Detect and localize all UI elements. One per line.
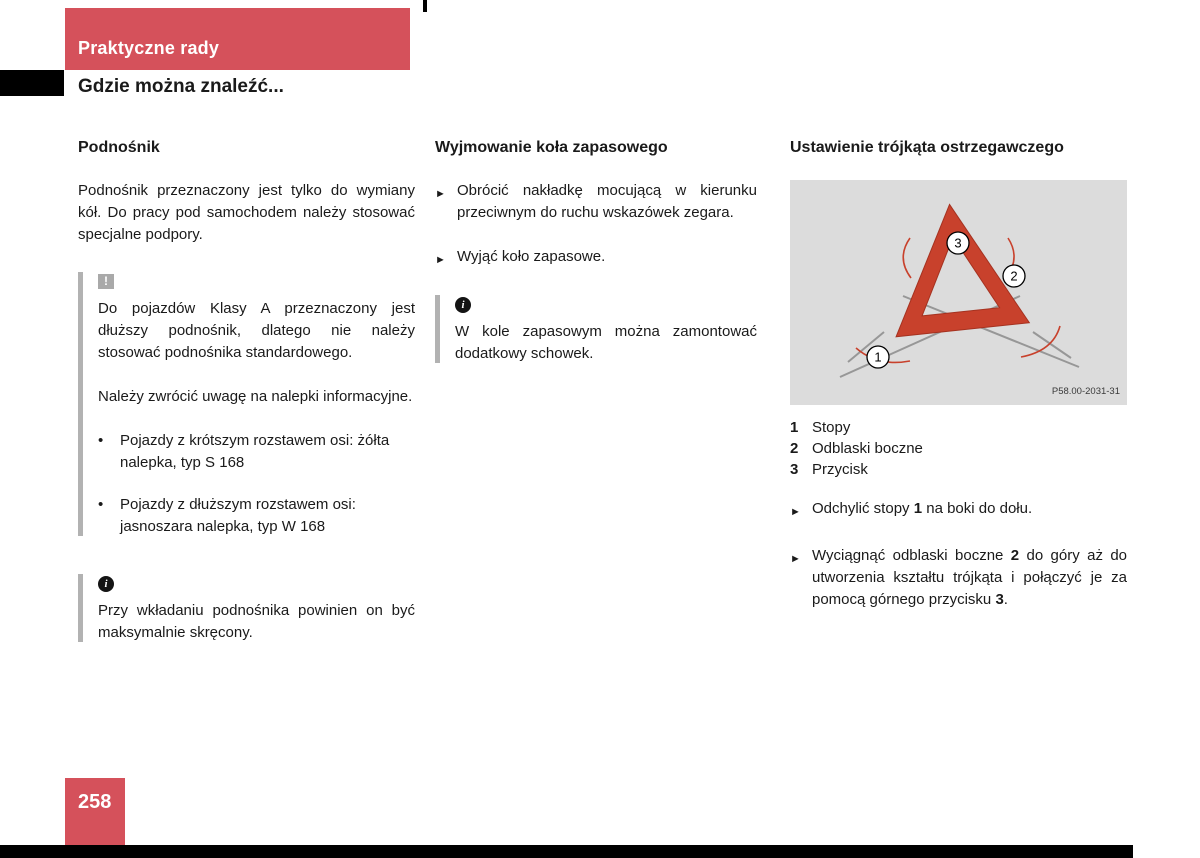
page-number-badge xyxy=(65,778,125,846)
step-marker-icon: ► xyxy=(435,254,446,266)
registration-mark xyxy=(423,0,427,12)
legend-item xyxy=(790,459,1127,480)
legend-label: Odblaski boczne xyxy=(812,440,923,457)
info-icon: i xyxy=(455,297,471,313)
note-block-jack xyxy=(78,572,415,644)
legend-label: Przycisk xyxy=(812,461,868,478)
step-text: Obrócić nakładkę mocującą w kierunku przeciwnym do ruchu wskazówek zegara. xyxy=(457,182,757,221)
legend-number: 2 xyxy=(790,440,799,457)
footer-bar xyxy=(0,845,1133,858)
figure-code: P58.00-2031-31 xyxy=(1051,386,1120,397)
step-marker-icon: ► xyxy=(435,188,446,200)
svg-text:3: 3 xyxy=(954,235,962,251)
figure-background xyxy=(790,180,1127,405)
warning-bullet-list xyxy=(98,430,415,538)
note-block-spare xyxy=(435,293,757,365)
col1-heading: Podnośnik xyxy=(78,139,160,156)
step-text: Wyciągnąć odblaski boczne 2 do góry aż do utworzenia kształtu trójkąta i połączyć je za pomocą górnego przycisku 3. xyxy=(812,547,1128,608)
warning-triangle-figure xyxy=(790,180,1127,405)
warning-para-2: Należy zwrócić uwagę na nalepki informacyjne. xyxy=(98,388,413,405)
column-spare-wheel xyxy=(435,138,757,365)
page-number: 258 xyxy=(78,791,112,813)
bullet-icon: • xyxy=(98,496,104,513)
svg-text:2: 2 xyxy=(1010,268,1018,284)
bullet-item xyxy=(98,430,415,474)
legend-item xyxy=(790,417,1127,438)
col2-heading: Wyjmowanie koła zapasowego xyxy=(435,139,668,156)
column-warning-triangle xyxy=(790,138,1127,633)
warning-block xyxy=(78,270,415,538)
column-jack xyxy=(78,138,415,644)
section-banner-label: Praktyczne rady xyxy=(78,38,220,58)
step-item xyxy=(435,180,757,224)
bullet-item xyxy=(98,494,415,538)
col1-intro: Podnośnik przeznaczony jest tylko do wymiany kół. Do pracy pod samochodem należy stosować specjalne podpory. xyxy=(78,182,415,243)
step-marker-icon: ► xyxy=(790,506,801,518)
note-text-jack: Przy wkładaniu podnośnika powinien on być maksymalnie skręcony. xyxy=(98,602,415,641)
step-item xyxy=(790,545,1127,611)
bullet-icon: • xyxy=(98,432,104,449)
step-item xyxy=(790,498,1127,523)
callout-2 xyxy=(1003,265,1025,287)
svg-text:1: 1 xyxy=(874,349,882,365)
warning-para-1: Do pojazdów Klasy A przeznaczony jest dłuższy podnośnik, dlatego nie należy stosować podnośnika standardowego. xyxy=(98,300,415,361)
step-marker-icon: ► xyxy=(790,553,801,565)
bullet-text: Pojazdy z krótszym rozstawem osi: żółta nalepka, typ S 168 xyxy=(120,432,390,471)
warning-icon: ! xyxy=(98,274,114,289)
col3-heading: Ustawienie trójkąta ostrzegawczego xyxy=(790,139,1064,156)
callout-3 xyxy=(947,232,969,254)
info-icon-row xyxy=(98,572,415,600)
info-icon: i xyxy=(98,576,114,592)
step-text: Wyjąć koło zapasowe. xyxy=(457,248,606,265)
figure-legend xyxy=(790,417,1127,480)
bullet-text: Pojazdy z dłuższym rozstawem osi: jasnoszara nalepka, typ W 168 xyxy=(120,496,356,535)
note-text-spare: W kole zapasowym można zamontować dodatkowy schowek. xyxy=(455,323,757,362)
legend-number: 3 xyxy=(790,461,799,478)
step-text: Odchylić stopy 1 na boki do dołu. xyxy=(812,500,1033,517)
warning-icon-row xyxy=(98,270,415,298)
page-subtitle: Gdzie można znaleźć... xyxy=(78,76,284,97)
legend-label: Stopy xyxy=(812,419,851,436)
section-banner xyxy=(65,8,410,70)
legend-item xyxy=(790,438,1127,459)
callout-1 xyxy=(867,346,889,368)
legend-number: 1 xyxy=(790,419,799,436)
info-icon-row xyxy=(455,293,757,321)
step-item xyxy=(435,246,757,271)
tab-marker xyxy=(0,70,64,96)
